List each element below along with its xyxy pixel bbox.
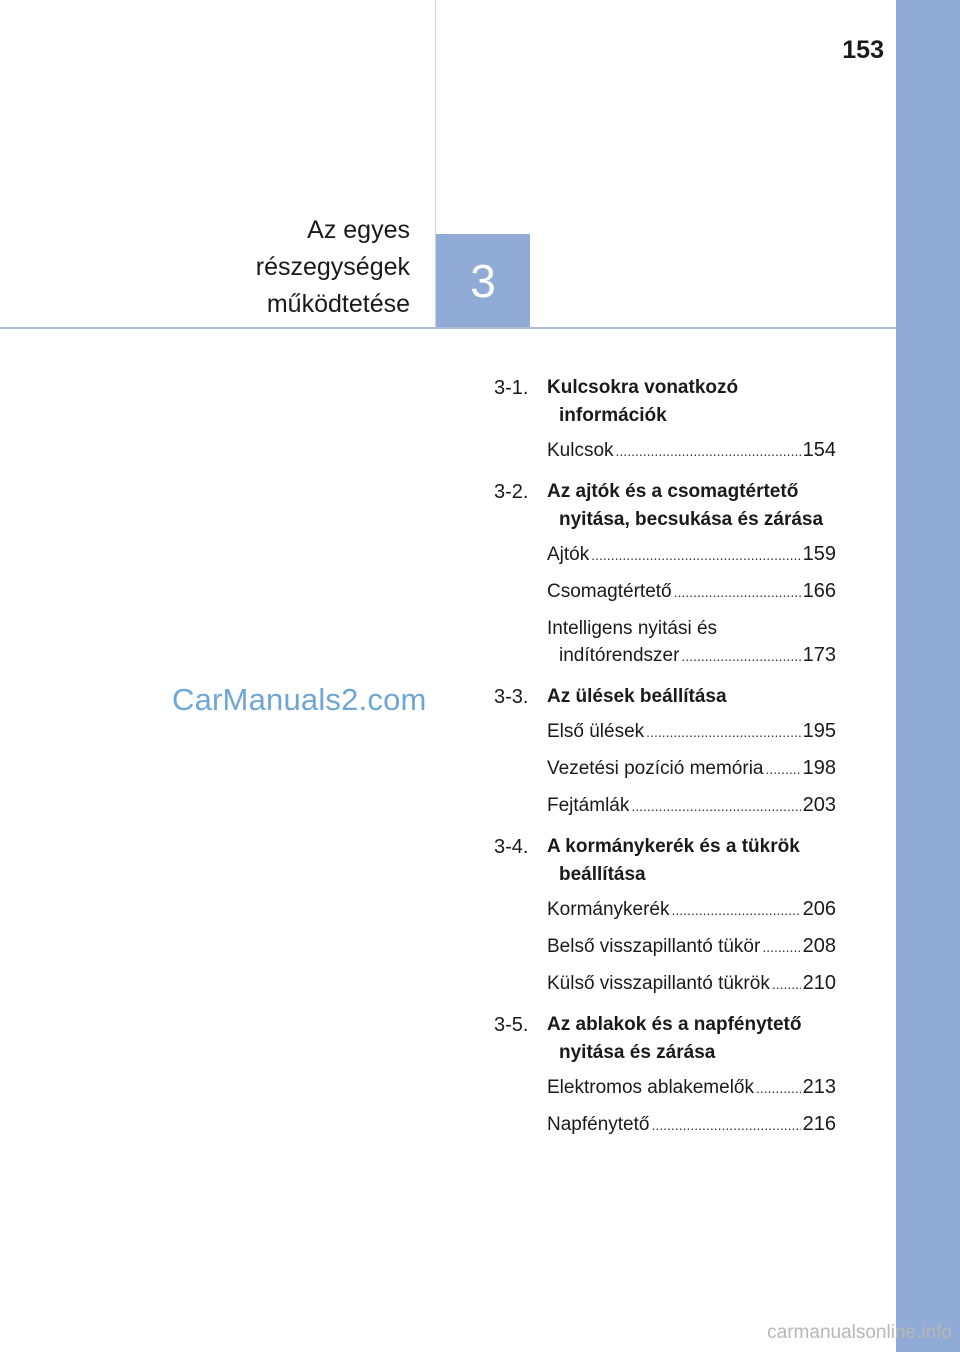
toc-entry-title: Csomagtértető bbox=[547, 581, 672, 602]
toc-section-number: 3-4. bbox=[494, 836, 529, 858]
toc-entry[interactable] bbox=[547, 437, 836, 465]
toc-section-heading bbox=[494, 833, 836, 889]
toc-entry[interactable] bbox=[547, 792, 836, 820]
toc-entry-page: 173 bbox=[802, 644, 836, 666]
toc-entry-title: Elektromos ablakemelők bbox=[547, 1077, 754, 1098]
toc-entry-page: 216 bbox=[802, 1113, 836, 1135]
toc-entry-title-first-line: Intelligens nyitási és bbox=[547, 618, 718, 639]
toc-entry-title: Fejtámlák bbox=[547, 795, 630, 816]
toc-entry-page: 210 bbox=[802, 972, 836, 994]
toc-entry-page: 195 bbox=[802, 720, 836, 742]
toc-section-title: A kormánykerék és a tükrök beállítása bbox=[547, 836, 800, 885]
toc-section-title: Az ablakok és a napfénytető nyitása és zárása bbox=[547, 1014, 802, 1063]
toc-section-number: 3-1. bbox=[494, 377, 529, 399]
toc-section bbox=[494, 1011, 836, 1139]
chapter-title-line: részegységek bbox=[255, 253, 410, 281]
toc-section bbox=[494, 374, 836, 465]
toc-entry[interactable] bbox=[547, 1074, 836, 1102]
toc-entry-title: Kulcsok bbox=[547, 440, 614, 461]
dot-leader bbox=[646, 719, 800, 746]
toc-entry[interactable] bbox=[547, 718, 836, 746]
footer-watermark: carmanualsonline.info bbox=[767, 1322, 952, 1343]
dot-leader bbox=[651, 1112, 800, 1139]
header-horizontal-divider bbox=[0, 327, 896, 329]
chapter-title bbox=[170, 212, 410, 323]
toc-entry[interactable] bbox=[547, 615, 836, 670]
toc-entry[interactable] bbox=[547, 970, 836, 998]
chapter-number-box bbox=[436, 234, 530, 327]
dot-leader bbox=[591, 542, 800, 569]
toc-entry-page: 203 bbox=[802, 794, 836, 816]
toc-entry-page: 198 bbox=[802, 757, 836, 779]
dot-leader bbox=[674, 579, 801, 606]
dot-leader bbox=[762, 934, 800, 961]
toc-entry-page: 206 bbox=[802, 898, 836, 920]
dot-leader bbox=[616, 438, 801, 465]
toc-entry[interactable] bbox=[547, 578, 836, 606]
toc-section-title: Kulcsokra vonatkozó információk bbox=[547, 377, 739, 426]
toc-entry-title: Első ülések bbox=[547, 721, 645, 742]
dot-leader bbox=[766, 756, 801, 783]
toc-entry[interactable] bbox=[547, 896, 836, 924]
toc-entry-title: Belső visszapillantó tükör bbox=[547, 936, 761, 957]
toc-section-number: 3-2. bbox=[494, 481, 529, 503]
page-number: 153 bbox=[842, 36, 884, 64]
chapter-title-line: működtetése bbox=[266, 290, 410, 318]
toc-entry-page: 208 bbox=[802, 935, 836, 957]
toc-entry-page: 159 bbox=[802, 543, 836, 565]
toc-entry[interactable] bbox=[547, 933, 836, 961]
toc-entry-page: 154 bbox=[802, 439, 836, 461]
toc-section-heading bbox=[494, 683, 836, 711]
toc-section-number: 3-3. bbox=[494, 686, 529, 708]
toc-section-title: Az ajtók és a csomagtértető nyitása, becsukása és zárása bbox=[547, 481, 824, 530]
toc-section bbox=[494, 833, 836, 998]
dot-leader bbox=[672, 897, 801, 924]
toc-entry-title: Ajtók bbox=[547, 544, 590, 565]
toc-entry[interactable] bbox=[547, 1111, 836, 1139]
toc-entry-title: Vezetési pozíció memória bbox=[547, 758, 764, 779]
toc-section-title: Az ülések beállítása bbox=[547, 686, 727, 707]
dot-leader bbox=[772, 971, 801, 998]
watermark-logo: CarManuals2.com bbox=[172, 682, 427, 717]
dot-leader bbox=[756, 1075, 801, 1102]
toc-section bbox=[494, 683, 836, 820]
toc-section-heading bbox=[494, 1011, 836, 1067]
toc-entry[interactable] bbox=[547, 541, 836, 569]
toc-entry[interactable] bbox=[547, 755, 836, 783]
dot-leader bbox=[681, 643, 800, 670]
toc-entry-title: Külső visszapillantó tükrök bbox=[547, 973, 770, 994]
toc-section-heading bbox=[494, 478, 836, 534]
toc-entry-title: Napfénytető bbox=[547, 1114, 650, 1135]
chapter-side-tab bbox=[896, 0, 960, 1352]
toc-entry-title: indítórendszer bbox=[559, 645, 680, 666]
toc-entry-page: 166 bbox=[802, 580, 836, 602]
toc-section bbox=[494, 478, 836, 670]
toc-section-number: 3-5. bbox=[494, 1014, 529, 1036]
toc-section-heading bbox=[494, 374, 836, 430]
toc-entry-page: 213 bbox=[802, 1076, 836, 1098]
dot-leader bbox=[631, 793, 800, 820]
table-of-contents bbox=[494, 374, 836, 1152]
toc-entry-title: Kormánykerék bbox=[547, 899, 670, 920]
chapter-number: 3 bbox=[470, 254, 496, 307]
chapter-title-line: Az egyes bbox=[307, 216, 410, 244]
